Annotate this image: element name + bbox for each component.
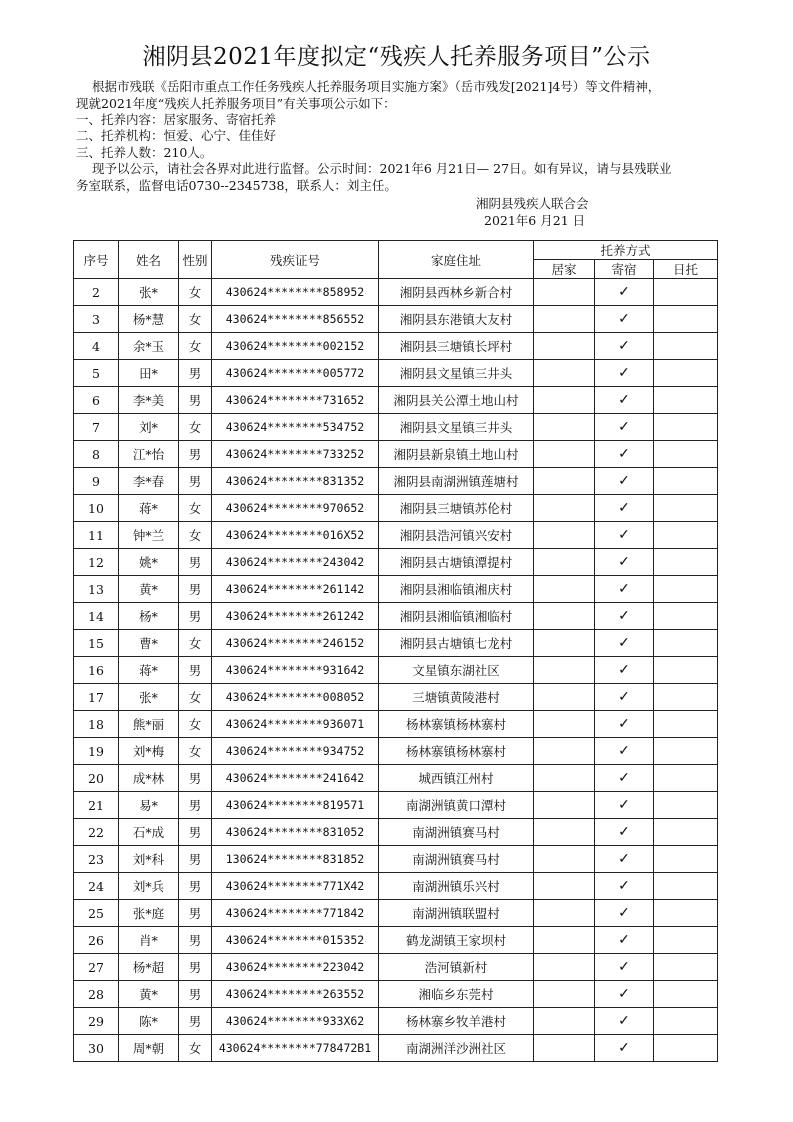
table-row (74, 900, 718, 927)
row-gender: 男 (179, 873, 212, 900)
row-daycare (654, 1008, 718, 1035)
row-boarding-check: ✓ (595, 630, 654, 657)
row-no: 11 (74, 522, 119, 549)
row-home (534, 981, 595, 1008)
row-name: 李*美 (119, 387, 179, 414)
row-id: 430624********246152 (212, 630, 379, 657)
row-id: 430624********002152 (212, 333, 379, 360)
row-address: 南湖洲镇赛马村 (379, 846, 534, 873)
row-no: 10 (74, 495, 119, 522)
table-row (74, 1008, 718, 1035)
table-row (74, 414, 718, 441)
row-gender: 男 (179, 576, 212, 603)
row-daycare (654, 927, 718, 954)
row-name: 熊*丽 (119, 711, 179, 738)
row-id: 130624********831852 (212, 846, 379, 873)
row-daycare (654, 279, 718, 306)
table-row (74, 711, 718, 738)
row-no: 14 (74, 603, 119, 630)
intro-line-2: 现就2021年度“残疾人托养服务项目”有关事项公示如下： (76, 96, 396, 111)
row-daycare (654, 333, 718, 360)
row-daycare (654, 495, 718, 522)
row-name: 黄* (119, 981, 179, 1008)
row-daycare (654, 414, 718, 441)
row-name: 刘*兵 (119, 873, 179, 900)
intro-line-1: 根据市残联《岳阳市重点工作任务残疾人托养服务项目实施方案》（岳市残发[2021]4号）等文件精神， (92, 79, 661, 94)
row-name: 余*玉 (119, 333, 179, 360)
table-row (74, 495, 718, 522)
row-name: 杨*慧 (119, 306, 179, 333)
row-home (534, 846, 595, 873)
row-daycare (654, 765, 718, 792)
recipients-table (73, 240, 718, 1062)
row-gender: 女 (179, 279, 212, 306)
header-home: 居家 (534, 260, 595, 279)
row-gender: 女 (179, 522, 212, 549)
table-row (74, 603, 718, 630)
row-boarding-check: ✓ (595, 684, 654, 711)
row-boarding-check: ✓ (595, 792, 654, 819)
row-home (534, 333, 595, 360)
table-row (74, 738, 718, 765)
row-id: 430624********263552 (212, 981, 379, 1008)
row-address: 南湖洲洋沙洲社区 (379, 1035, 534, 1062)
row-id: 430624********223042 (212, 954, 379, 981)
row-gender: 女 (179, 1035, 212, 1062)
row-name: 黄* (119, 576, 179, 603)
row-name: 刘*梅 (119, 738, 179, 765)
row-id: 430624********261142 (212, 576, 379, 603)
table-row (74, 360, 718, 387)
row-daycare (654, 441, 718, 468)
row-gender: 女 (179, 630, 212, 657)
row-id: 430624********731652 (212, 387, 379, 414)
row-name: 张* (119, 684, 179, 711)
row-home (534, 549, 595, 576)
row-id: 430624********858952 (212, 279, 379, 306)
row-gender: 男 (179, 603, 212, 630)
row-no: 26 (74, 927, 119, 954)
row-home (534, 441, 595, 468)
row-no: 16 (74, 657, 119, 684)
row-boarding-check: ✓ (595, 657, 654, 684)
row-id: 430624********856552 (212, 306, 379, 333)
row-no: 24 (74, 873, 119, 900)
row-address: 湘阴县浩河镇兴安村 (379, 522, 534, 549)
row-gender: 男 (179, 819, 212, 846)
table-row (74, 765, 718, 792)
row-home (534, 495, 595, 522)
row-no: 27 (74, 954, 119, 981)
row-daycare (654, 522, 718, 549)
row-gender: 女 (179, 333, 212, 360)
row-boarding-check: ✓ (595, 981, 654, 1008)
row-address: 文星镇东湖社区 (379, 657, 534, 684)
row-address: 三塘镇黄陵港村 (379, 684, 534, 711)
row-gender: 男 (179, 549, 212, 576)
row-name: 杨* (119, 603, 179, 630)
row-gender: 女 (179, 306, 212, 333)
signature-org: 湘阴县残疾人联合会 (476, 196, 589, 211)
row-address: 杨林寨镇杨林寨村 (379, 738, 534, 765)
row-id: 430624********931642 (212, 657, 379, 684)
row-boarding-check: ✓ (595, 549, 654, 576)
header-gender: 性别 (179, 241, 212, 279)
row-home (534, 900, 595, 927)
row-gender: 男 (179, 981, 212, 1008)
row-no: 4 (74, 333, 119, 360)
signature-date: 2021年6 月21 日 (484, 213, 586, 228)
row-gender: 男 (179, 1008, 212, 1035)
row-name: 刘*科 (119, 846, 179, 873)
row-home (534, 468, 595, 495)
table-row (74, 657, 718, 684)
row-home (534, 819, 595, 846)
table-row (74, 576, 718, 603)
row-gender: 男 (179, 657, 212, 684)
row-home (534, 414, 595, 441)
row-no: 22 (74, 819, 119, 846)
row-daycare (654, 846, 718, 873)
row-home (534, 630, 595, 657)
row-no: 19 (74, 738, 119, 765)
row-address: 湘阴县湘临镇湘临村 (379, 603, 534, 630)
row-name: 杨*超 (119, 954, 179, 981)
row-address: 湘阴县西林乡新合村 (379, 279, 534, 306)
row-boarding-check: ✓ (595, 1035, 654, 1062)
row-home (534, 954, 595, 981)
row-gender: 女 (179, 738, 212, 765)
row-no: 17 (74, 684, 119, 711)
row-name: 张*庭 (119, 900, 179, 927)
table-row (74, 333, 718, 360)
row-gender: 男 (179, 846, 212, 873)
row-no: 29 (74, 1008, 119, 1035)
row-home (534, 279, 595, 306)
row-id: 430624********015352 (212, 927, 379, 954)
table-row (74, 981, 718, 1008)
row-address: 湘阴县文星镇三井头 (379, 360, 534, 387)
row-address: 湘阴县古塘镇七龙村 (379, 630, 534, 657)
row-address: 湘阴县三塘镇苏伦村 (379, 495, 534, 522)
row-daycare (654, 819, 718, 846)
row-address: 湘阴县湘临镇湘庆村 (379, 576, 534, 603)
row-boarding-check: ✓ (595, 360, 654, 387)
row-home (534, 738, 595, 765)
row-name: 钟*兰 (119, 522, 179, 549)
row-boarding-check: ✓ (595, 954, 654, 981)
row-home (534, 657, 595, 684)
row-gender: 男 (179, 387, 212, 414)
row-home (534, 1035, 595, 1062)
row-name: 蒋* (119, 657, 179, 684)
row-gender: 男 (179, 954, 212, 981)
row-id: 430624********016X52 (212, 522, 379, 549)
row-daycare (654, 576, 718, 603)
row-daycare (654, 630, 718, 657)
header-no: 序号 (74, 241, 119, 279)
row-home (534, 387, 595, 414)
row-home (534, 306, 595, 333)
table-row (74, 279, 718, 306)
row-id: 430624********241642 (212, 765, 379, 792)
row-no: 20 (74, 765, 119, 792)
header-mode: 托养方式 (534, 241, 718, 260)
row-daycare (654, 792, 718, 819)
row-daycare (654, 711, 718, 738)
row-no: 18 (74, 711, 119, 738)
row-home (534, 522, 595, 549)
row-address: 湘阴县新泉镇土地山村 (379, 441, 534, 468)
row-no: 3 (74, 306, 119, 333)
row-daycare (654, 360, 718, 387)
row-boarding-check: ✓ (595, 441, 654, 468)
row-name: 田* (119, 360, 179, 387)
row-name: 江*怡 (119, 441, 179, 468)
row-boarding-check: ✓ (595, 819, 654, 846)
row-boarding-check: ✓ (595, 306, 654, 333)
row-no: 7 (74, 414, 119, 441)
row-id: 430624********771842 (212, 900, 379, 927)
row-name: 肖* (119, 927, 179, 954)
row-address: 城西镇江州村 (379, 765, 534, 792)
notice-line-2: 务室联系，监督电话0730--2345738，联系人：刘主任。 (76, 178, 397, 193)
row-boarding-check: ✓ (595, 468, 654, 495)
row-daycare (654, 657, 718, 684)
row-boarding-check: ✓ (595, 333, 654, 360)
row-daycare (654, 387, 718, 414)
row-name: 陈* (119, 1008, 179, 1035)
table-row (74, 441, 718, 468)
row-daycare (654, 684, 718, 711)
row-address: 浩河镇新村 (379, 954, 534, 981)
row-address: 南湖洲镇黄口潭村 (379, 792, 534, 819)
row-no: 28 (74, 981, 119, 1008)
row-no: 5 (74, 360, 119, 387)
row-gender: 男 (179, 468, 212, 495)
row-name: 成*林 (119, 765, 179, 792)
row-id: 430624********934752 (212, 738, 379, 765)
row-id: 430624********005772 (212, 360, 379, 387)
row-id: 430624********831052 (212, 819, 379, 846)
row-gender: 男 (179, 360, 212, 387)
row-daycare (654, 738, 718, 765)
row-daycare (654, 981, 718, 1008)
row-no: 21 (74, 792, 119, 819)
table-row (74, 819, 718, 846)
row-gender: 女 (179, 414, 212, 441)
row-address: 湘阴县三塘镇长坪村 (379, 333, 534, 360)
row-no: 2 (74, 279, 119, 306)
row-address: 湘阴县古塘镇潭提村 (379, 549, 534, 576)
row-boarding-check: ✓ (595, 576, 654, 603)
row-no: 23 (74, 846, 119, 873)
row-boarding-check: ✓ (595, 927, 654, 954)
table-row (74, 792, 718, 819)
row-home (534, 873, 595, 900)
row-name: 易* (119, 792, 179, 819)
row-id: 430624********243042 (212, 549, 379, 576)
row-name: 张* (119, 279, 179, 306)
row-address: 杨林寨镇杨林寨村 (379, 711, 534, 738)
table-row (74, 306, 718, 333)
row-boarding-check: ✓ (595, 765, 654, 792)
row-no: 9 (74, 468, 119, 495)
row-address: 湘临乡东莞村 (379, 981, 534, 1008)
row-id: 430624********831352 (212, 468, 379, 495)
row-id: 430624********933X62 (212, 1008, 379, 1035)
row-daycare (654, 873, 718, 900)
row-name: 周*朝 (119, 1035, 179, 1062)
row-gender: 男 (179, 765, 212, 792)
row-boarding-check: ✓ (595, 603, 654, 630)
table-row (74, 684, 718, 711)
row-boarding-check: ✓ (595, 711, 654, 738)
table-row (74, 522, 718, 549)
row-daycare (654, 1035, 718, 1062)
row-gender: 女 (179, 684, 212, 711)
row-address: 杨林寨乡牧羊港村 (379, 1008, 534, 1035)
row-gender: 男 (179, 927, 212, 954)
item-content: 一、托养内容：居家服务、寄宿托养 (76, 112, 277, 127)
row-name: 姚* (119, 549, 179, 576)
row-address: 湘阴县东港镇大友村 (379, 306, 534, 333)
row-name: 刘* (119, 414, 179, 441)
row-no: 15 (74, 630, 119, 657)
row-no: 8 (74, 441, 119, 468)
row-home (534, 360, 595, 387)
row-id: 430624********771X42 (212, 873, 379, 900)
row-home (534, 711, 595, 738)
row-id: 430624********534752 (212, 414, 379, 441)
row-home (534, 765, 595, 792)
row-boarding-check: ✓ (595, 522, 654, 549)
row-home (534, 576, 595, 603)
row-no: 12 (74, 549, 119, 576)
row-name: 蒋* (119, 495, 179, 522)
row-daycare (654, 306, 718, 333)
row-boarding-check: ✓ (595, 846, 654, 873)
row-id: 430624********970652 (212, 495, 379, 522)
row-daycare (654, 900, 718, 927)
row-home (534, 1008, 595, 1035)
table-row (74, 387, 718, 414)
table-row (74, 549, 718, 576)
row-boarding-check: ✓ (595, 873, 654, 900)
row-daycare (654, 603, 718, 630)
row-id: 430624********936071 (212, 711, 379, 738)
table-row (74, 630, 718, 657)
header-boarding: 寄宿 (595, 260, 654, 279)
row-address: 南湖洲镇赛马村 (379, 819, 534, 846)
row-home (534, 792, 595, 819)
row-no: 30 (74, 1035, 119, 1062)
row-id: 430624********008052 (212, 684, 379, 711)
row-boarding-check: ✓ (595, 279, 654, 306)
item-count: 三、托养人数：210人。 (76, 145, 213, 160)
row-gender: 女 (179, 711, 212, 738)
header-daycare: 日托 (654, 260, 718, 279)
row-name: 石*成 (119, 819, 179, 846)
row-id: 430624********261242 (212, 603, 379, 630)
row-gender: 男 (179, 900, 212, 927)
row-daycare (654, 468, 718, 495)
row-daycare (654, 954, 718, 981)
row-name: 曹* (119, 630, 179, 657)
header-address: 家庭住址 (379, 241, 534, 279)
page-title: 湘阴县2021年度拟定“残疾人托养服务项目”公示 (142, 44, 651, 70)
row-home (534, 684, 595, 711)
row-home (534, 927, 595, 954)
table-row (74, 1035, 718, 1062)
row-boarding-check: ✓ (595, 495, 654, 522)
table-row (74, 846, 718, 873)
row-gender: 男 (179, 792, 212, 819)
row-address: 湘阴县文星镇三井头 (379, 414, 534, 441)
row-home (534, 603, 595, 630)
notice-line-1: 现予以公示，请社会各界对此进行监督。公示时间：2021年6 月21日— 27日。如有异议，请与县残联业 (92, 161, 672, 176)
header-id: 残疾证号 (212, 241, 379, 279)
row-id: 430624********778472B1 (212, 1035, 379, 1062)
row-no: 13 (74, 576, 119, 603)
row-boarding-check: ✓ (595, 1008, 654, 1035)
row-address: 鹤龙湖镇王家坝村 (379, 927, 534, 954)
row-boarding-check: ✓ (595, 387, 654, 414)
row-address: 湘阴县关公潭土地山村 (379, 387, 534, 414)
row-address: 南湖洲镇乐兴村 (379, 873, 534, 900)
row-address: 湘阴县南湖洲镇莲塘村 (379, 468, 534, 495)
table-row (74, 927, 718, 954)
table-row (74, 468, 718, 495)
row-id: 430624********733252 (212, 441, 379, 468)
row-gender: 女 (179, 495, 212, 522)
row-name: 李*春 (119, 468, 179, 495)
row-id: 430624********819571 (212, 792, 379, 819)
table-row (74, 873, 718, 900)
row-no: 6 (74, 387, 119, 414)
table-row (74, 954, 718, 981)
row-no: 25 (74, 900, 119, 927)
row-daycare (654, 549, 718, 576)
row-boarding-check: ✓ (595, 738, 654, 765)
item-institutions: 二、托养机构：恒爱、心宁、佳佳好 (76, 128, 277, 143)
row-boarding-check: ✓ (595, 414, 654, 441)
row-gender: 男 (179, 441, 212, 468)
row-address: 南湖洲镇联盟村 (379, 900, 534, 927)
header-name: 姓名 (119, 241, 179, 279)
row-boarding-check: ✓ (595, 900, 654, 927)
